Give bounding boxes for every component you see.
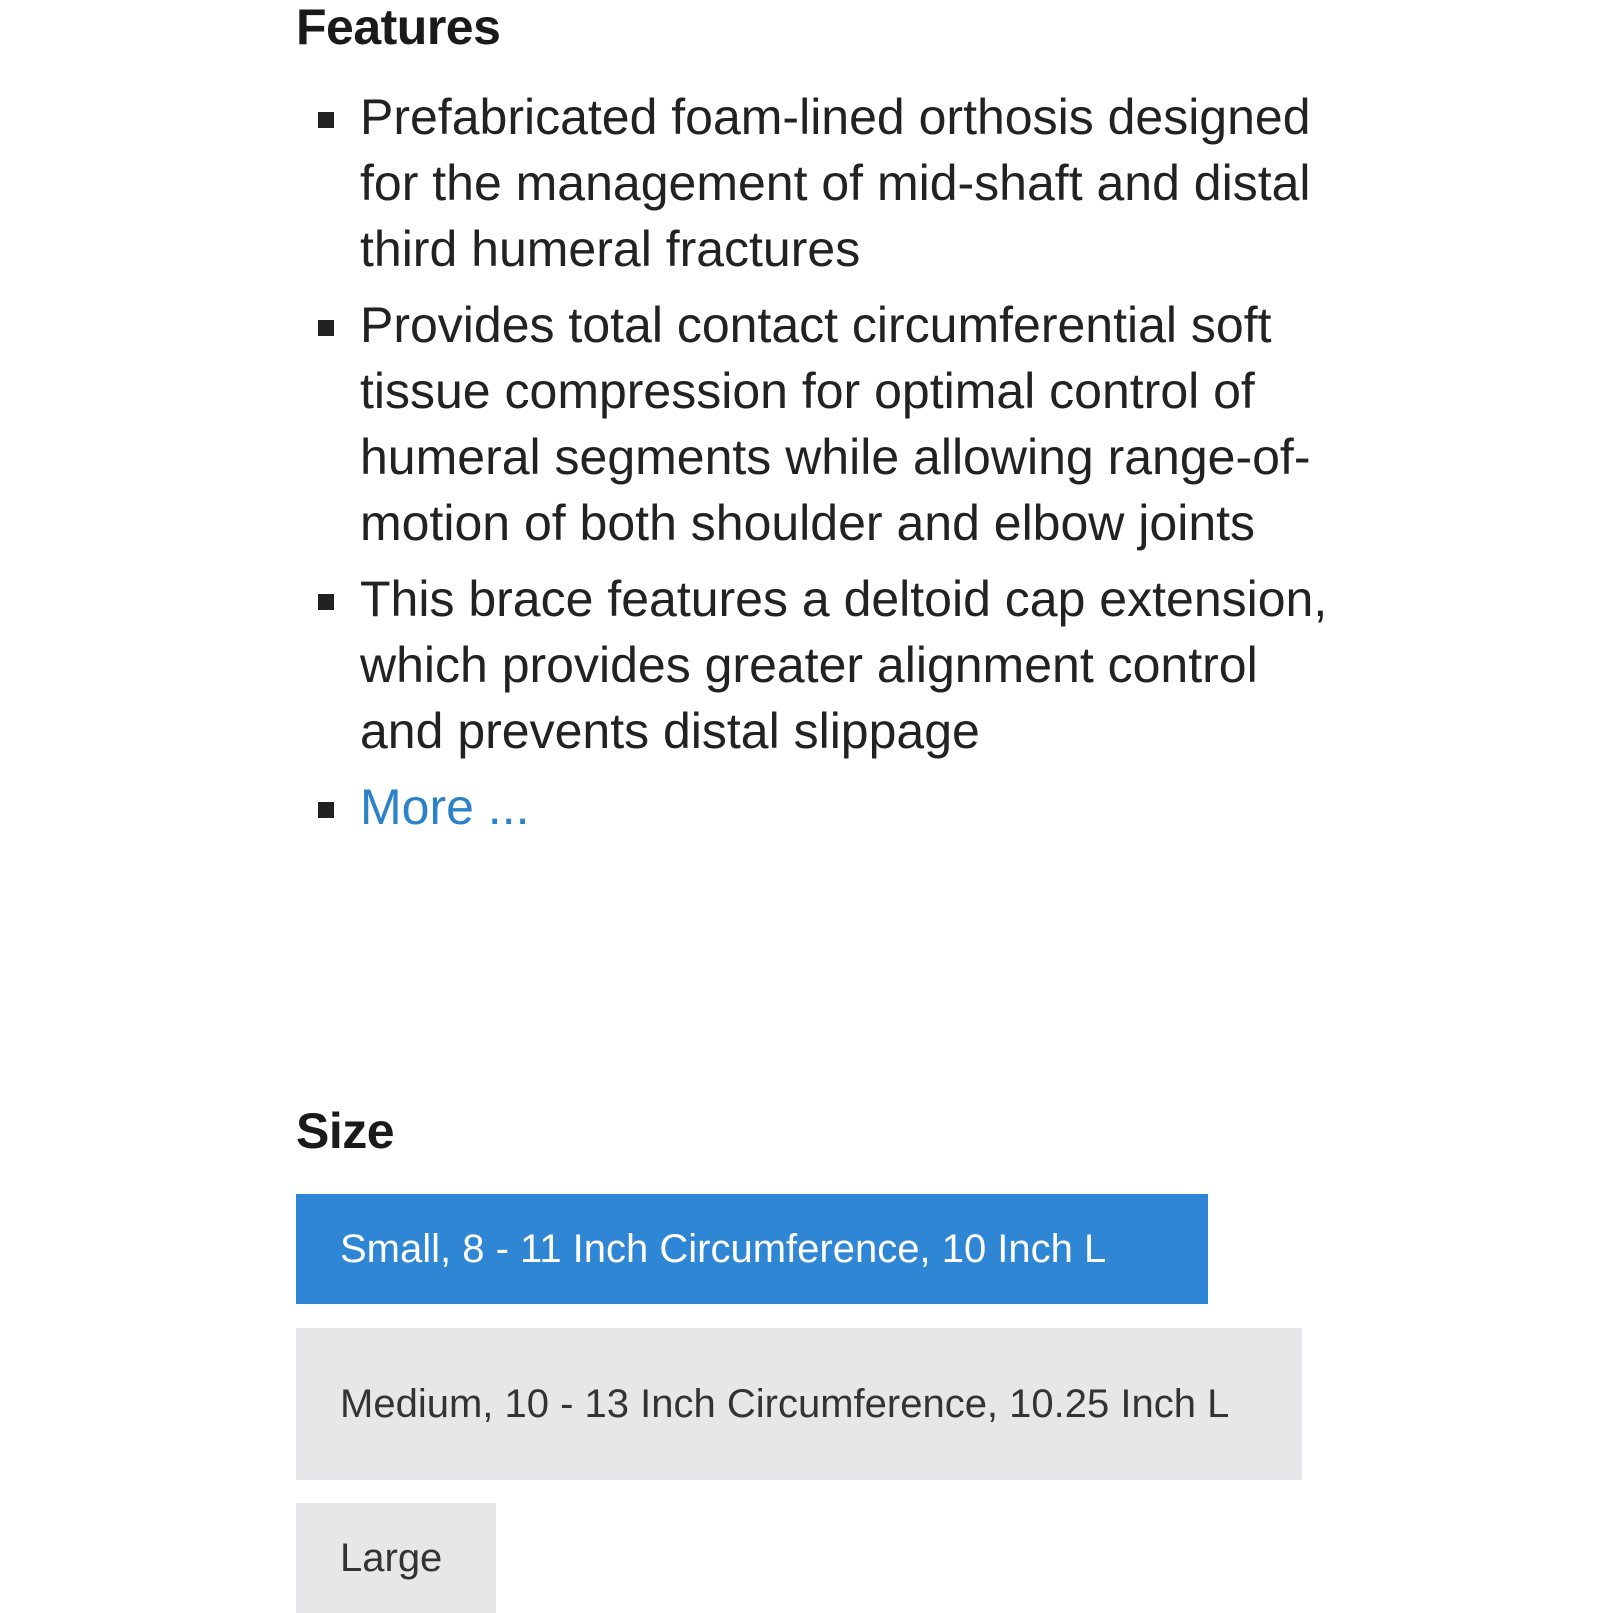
feature-item (296, 84, 1336, 282)
features-heading: Features (296, 0, 501, 55)
feature-text: This brace features a deltoid cap extension, which provides greater alignment control and prevents distal slippage (360, 571, 1328, 759)
feature-item (296, 292, 1336, 556)
feature-item-more (296, 774, 1336, 840)
more-link[interactable]: More ... (360, 779, 530, 835)
size-option-small[interactable] (296, 1194, 1208, 1304)
size-option-label: Medium, 10 - 13 Inch Circumference, 10.25 Inch L (340, 1382, 1230, 1426)
square-bullet-icon (318, 594, 334, 610)
feature-item (296, 566, 1336, 764)
features-list (296, 84, 1336, 850)
size-option-label: Small, 8 - 11 Inch Circumference, 10 Inch L (340, 1227, 1107, 1271)
size-option-medium[interactable] (296, 1328, 1302, 1480)
size-option-large[interactable] (296, 1503, 496, 1613)
size-option-label: Large (340, 1536, 443, 1580)
square-bullet-icon (318, 112, 334, 128)
feature-text: Provides total contact circumferential soft tissue compression for optimal control of humeral segments while allowing range-of-motion of both shoulder and elbow joints (360, 297, 1311, 551)
square-bullet-icon (318, 320, 334, 336)
square-bullet-icon (318, 802, 334, 818)
feature-text: Prefabricated foam-lined orthosis designed for the management of mid-shaft and distal third humeral fractures (360, 89, 1311, 277)
size-heading: Size (296, 1103, 395, 1159)
